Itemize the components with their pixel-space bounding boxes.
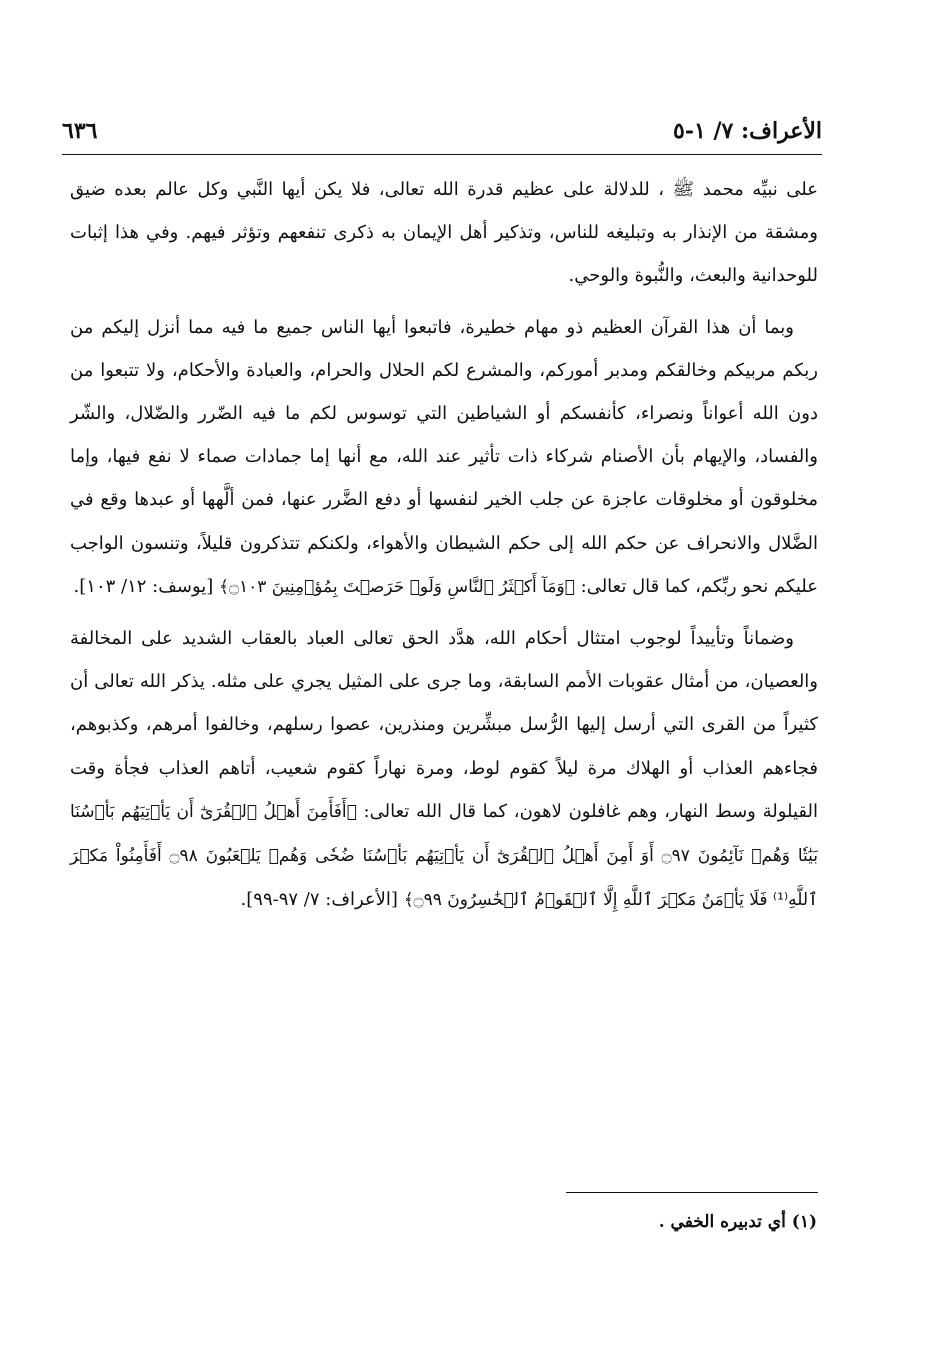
- paragraph-text: على نبيِّه محمد ﷺ ، للدلالة على عظيم قدرة الله تعالى، فلا يكن أيها النَّبي وكل عالم بعده ضيق ومشقة من الإنذار به وتبليغه للناس، وتذكير أهل الإيمان به ذكرى تنفعهم وتؤثر فيهم. وفي هذا إثبات للوحدانية والبعث، والنُّبوة والوحي.: [70, 179, 818, 287]
- page-number: ٦٣٦: [62, 118, 98, 144]
- quran-verse: ﴿أَفَأَمِنَ أَهۡلُ ٱلۡقُرَىٰٓ أَن يَأۡتِيَهُم بَأۡسُنَا بَيَٰتٗا وَهُمۡ نَآئِمُونَ ۝٩٧ أَوَ أَمِنَ أَهۡلُ ٱلۡقُرَىٰٓ أَن يَأۡتِيَهُم بَأۡسُنَا ضُحٗى وَهُمۡ يَلۡعَبُونَ ۝٩٨ أَفَأَمِنُواْ مَكۡرَ ٱللَّهِ⁽¹⁾ فَلَا يَأۡمَنُ مَكۡرَ ٱللَّهِ إِلَّا ٱلۡقَوۡمُ ٱلۡخَٰسِرُونَ ۝٩٩﴾: [70, 801, 819, 911]
- paragraph-text: وضماناً وتأييداً لوجوب امتثال أحكام الله، هدَّد الحق تعالى العباد بالعقاب الشديد على المخالفة والعصيان، من أمثال عقوبات الأمم السابقة، وما جرى على المثيل يجري على مثله. يذكر الله تعالى أن كثيراً من القرى التي أرسل إليها الرُّسل مبشِّرين ومنذرين، عصوا رسلهم، وخالفوا أمرهم، وكذبوهم، فجاءهم العذاب أو الهلاك مرة ليلاً كقوم لوط، ومرة نهاراً كقوم شعيب، أتاهم العذاب فجأة وقت القيلولة وسط النهار، وهم غافلون لاهون، كما قال الله تعالى:: [70, 628, 818, 822]
- quran-verse: ﴿وَمَآ أَكۡثَرُ ٱلنَّاسِ وَلَوۡ حَرَصۡتَ بِمُؤۡمِنِينَ ۝١٠٣﴾: [219, 576, 575, 597]
- running-head: الأعراف: ٧/ ١-٥: [673, 118, 822, 144]
- header-divider: [62, 154, 822, 155]
- footnote-divider: [566, 1192, 818, 1193]
- page-header: [62, 112, 822, 152]
- paragraph-text: وبما أن هذا القرآن العظيم ذو مهام خطيرة، فاتبعوا أيها الناس جميع ما فيه مما أنزل إليكم من ربكم مربيكم وخالقكم ومدبر أموركم، والمشرع لكم الحلال والحرام، والعبادة والأحكام، ولا تتبعوا من دون الله أعواناً ونصراء، كأنفسكم أو الشياطين التي توسوس لكم ما فيه الضّرر والضّلال، والشّر والفساد، والإيهام بأن الأصنام شركاء ذات تأثير عند الله، مع أنها إما جمادات صماء لا نفع فيها، وإما مخلوقون أو مخلوقات عاجزة عن جلب الخير لنفسها أو دفع الضَّرر عنها، فمن ألَّهها أو عبدها وقع في الضَّلال والانحراف عن حكم الله إلى حكم الشيطان والأهواء، ولكنكم تتذكرون قليلاً، وتنسون الواجب عليكم نحو ربِّكم، كما قال تعالى:: [70, 316, 818, 597]
- paragraph-3: [70, 617, 818, 922]
- verse-reference: [الأعراف: ٧/ ٩٧-٩٩].: [240, 889, 398, 911]
- main-text: [70, 168, 818, 930]
- footnote: (١) أي تدبيره الخفي .: [658, 1212, 817, 1232]
- verse-reference: [يوسف: ١٢/ ١٠٣].: [73, 575, 214, 597]
- paragraph-2: [70, 306, 818, 609]
- paragraph-1: [70, 168, 818, 298]
